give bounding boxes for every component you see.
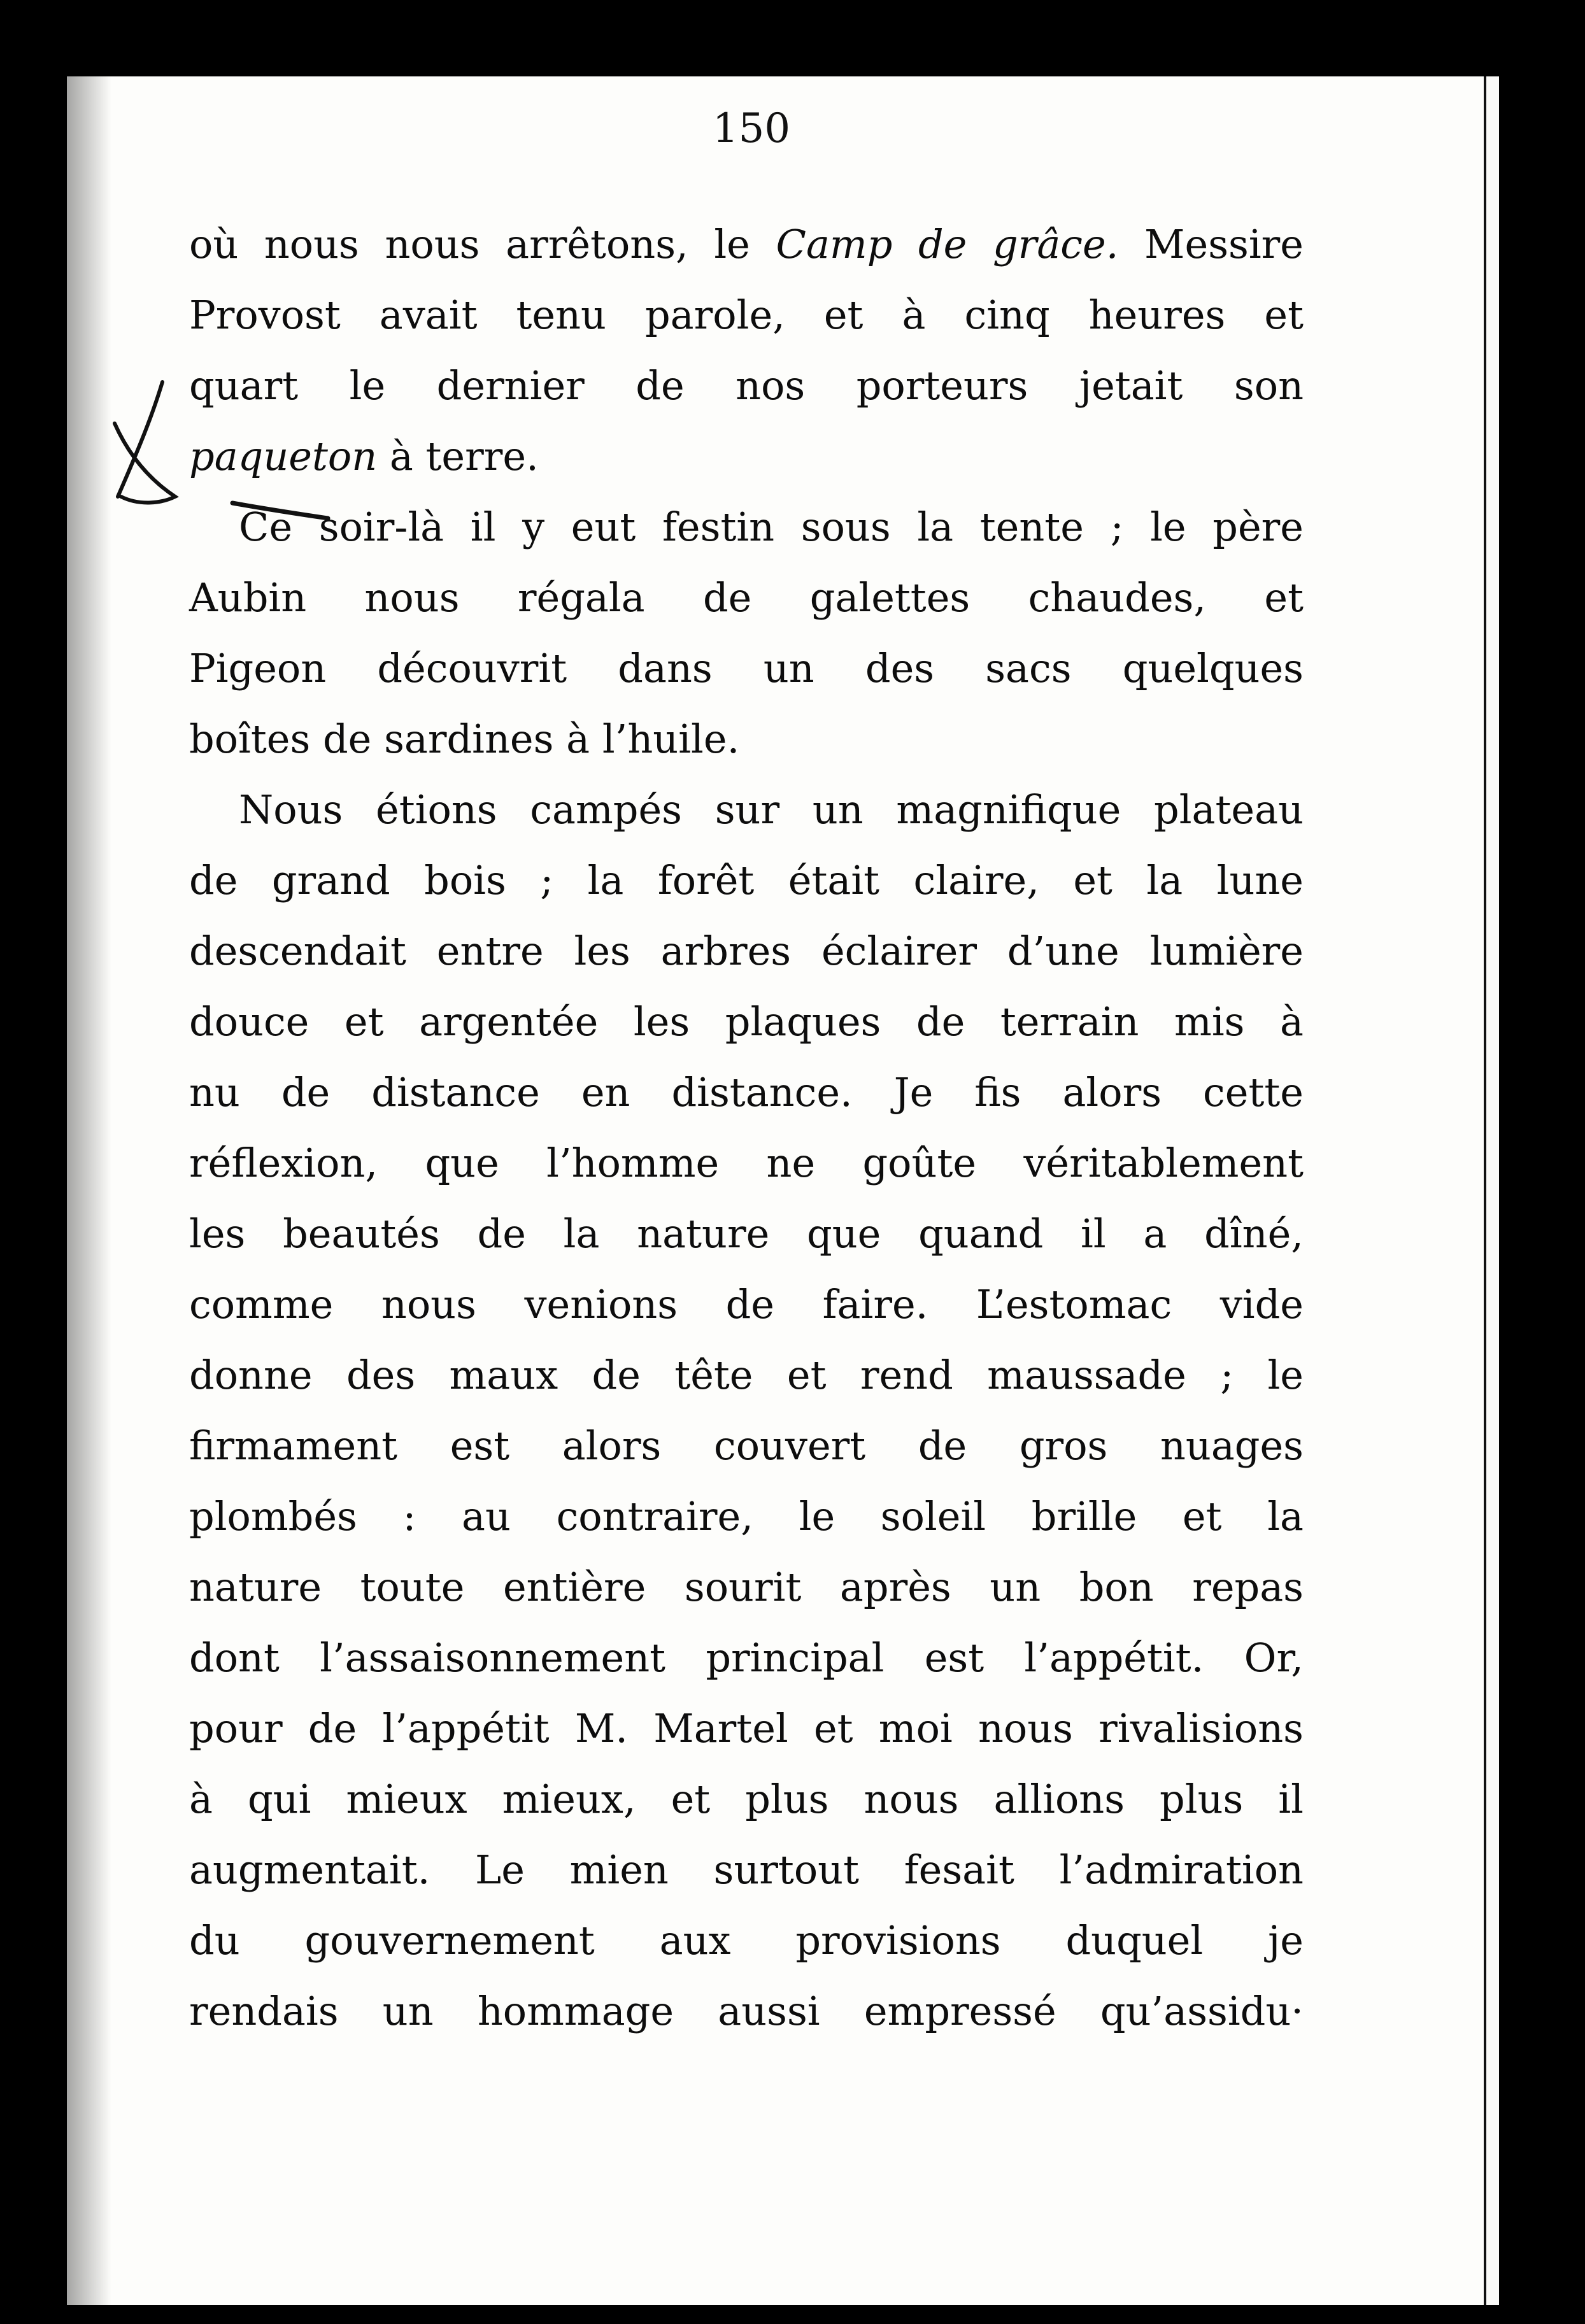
handwritten-x-mark-icon <box>102 376 197 516</box>
text-line: du gouvernement aux provisions duquel je <box>189 1917 1304 1964</box>
text-line: les beautés de la nature que quand il a dîné, <box>189 1210 1304 1257</box>
text-line: nu de distance en distance. Je fis alors cette <box>189 1069 1304 1116</box>
text-line: pour de l’appétit M. Martel et moi nous rivalisions <box>189 1705 1304 1752</box>
text-line: Nous étions campés sur un magnifique plateau <box>239 786 1304 833</box>
body-text <box>189 209 1304 2046</box>
text-line: comme nous venions de faire. L’estomac vide <box>189 1281 1304 1328</box>
page-number: 150 <box>712 105 791 152</box>
text-line: boîtes de sardines à l’huile. <box>189 716 740 762</box>
text-line: de grand bois ; la forêt était claire, et la lune <box>189 857 1304 903</box>
scan-border-left <box>0 0 67 2324</box>
text-line: plombés : au contraire, le soleil brille et la <box>189 1493 1304 1540</box>
text-line: réflexion, que l’homme ne goûte véritablement <box>189 1140 1304 1186</box>
page-gutter <box>1484 76 1499 2305</box>
text-line: Aubin nous régala de galettes chaudes, et <box>189 574 1304 621</box>
scan-border-top <box>0 0 1585 76</box>
text-line: quart le dernier de nos porteurs jetait son <box>189 362 1304 409</box>
text-line: où nous nous arrêtons, le Camp de grâce. Messire <box>189 221 1304 267</box>
text-line: rendais un hommage aussi empressé qu’assidu· <box>189 1988 1304 2034</box>
text-line: Provost avait tenu parole, et à cinq heures et <box>189 292 1304 338</box>
text-line: paqueton à terre. <box>189 433 539 479</box>
text-line: nature toute entière sourit après un bon repas <box>189 1564 1304 1610</box>
text-line: douce et argentée les plaques de terrain mis à <box>189 998 1304 1045</box>
text-line: dont l’assaisonnement principal est l’appétit. Or, <box>189 1634 1304 1681</box>
text-line: augmentait. Le mien surtout fesait l’admiration <box>189 1846 1304 1893</box>
text-line: descendait entre les arbres éclairer d’une lumière <box>189 928 1304 974</box>
scan-border-bottom <box>0 2305 1585 2324</box>
text-line: donne des maux de tête et rend maussade ; le <box>189 1352 1304 1398</box>
text-line: à qui mieux mieux, et plus nous allions plus il <box>189 1776 1304 1822</box>
text-line: Pigeon découvrit dans un des sacs quelques <box>189 645 1304 691</box>
text-line: Ce soir-là il y eut festin sous la tente ; le père <box>239 504 1304 550</box>
text-line: firmament est alors couvert de gros nuages <box>189 1422 1304 1469</box>
